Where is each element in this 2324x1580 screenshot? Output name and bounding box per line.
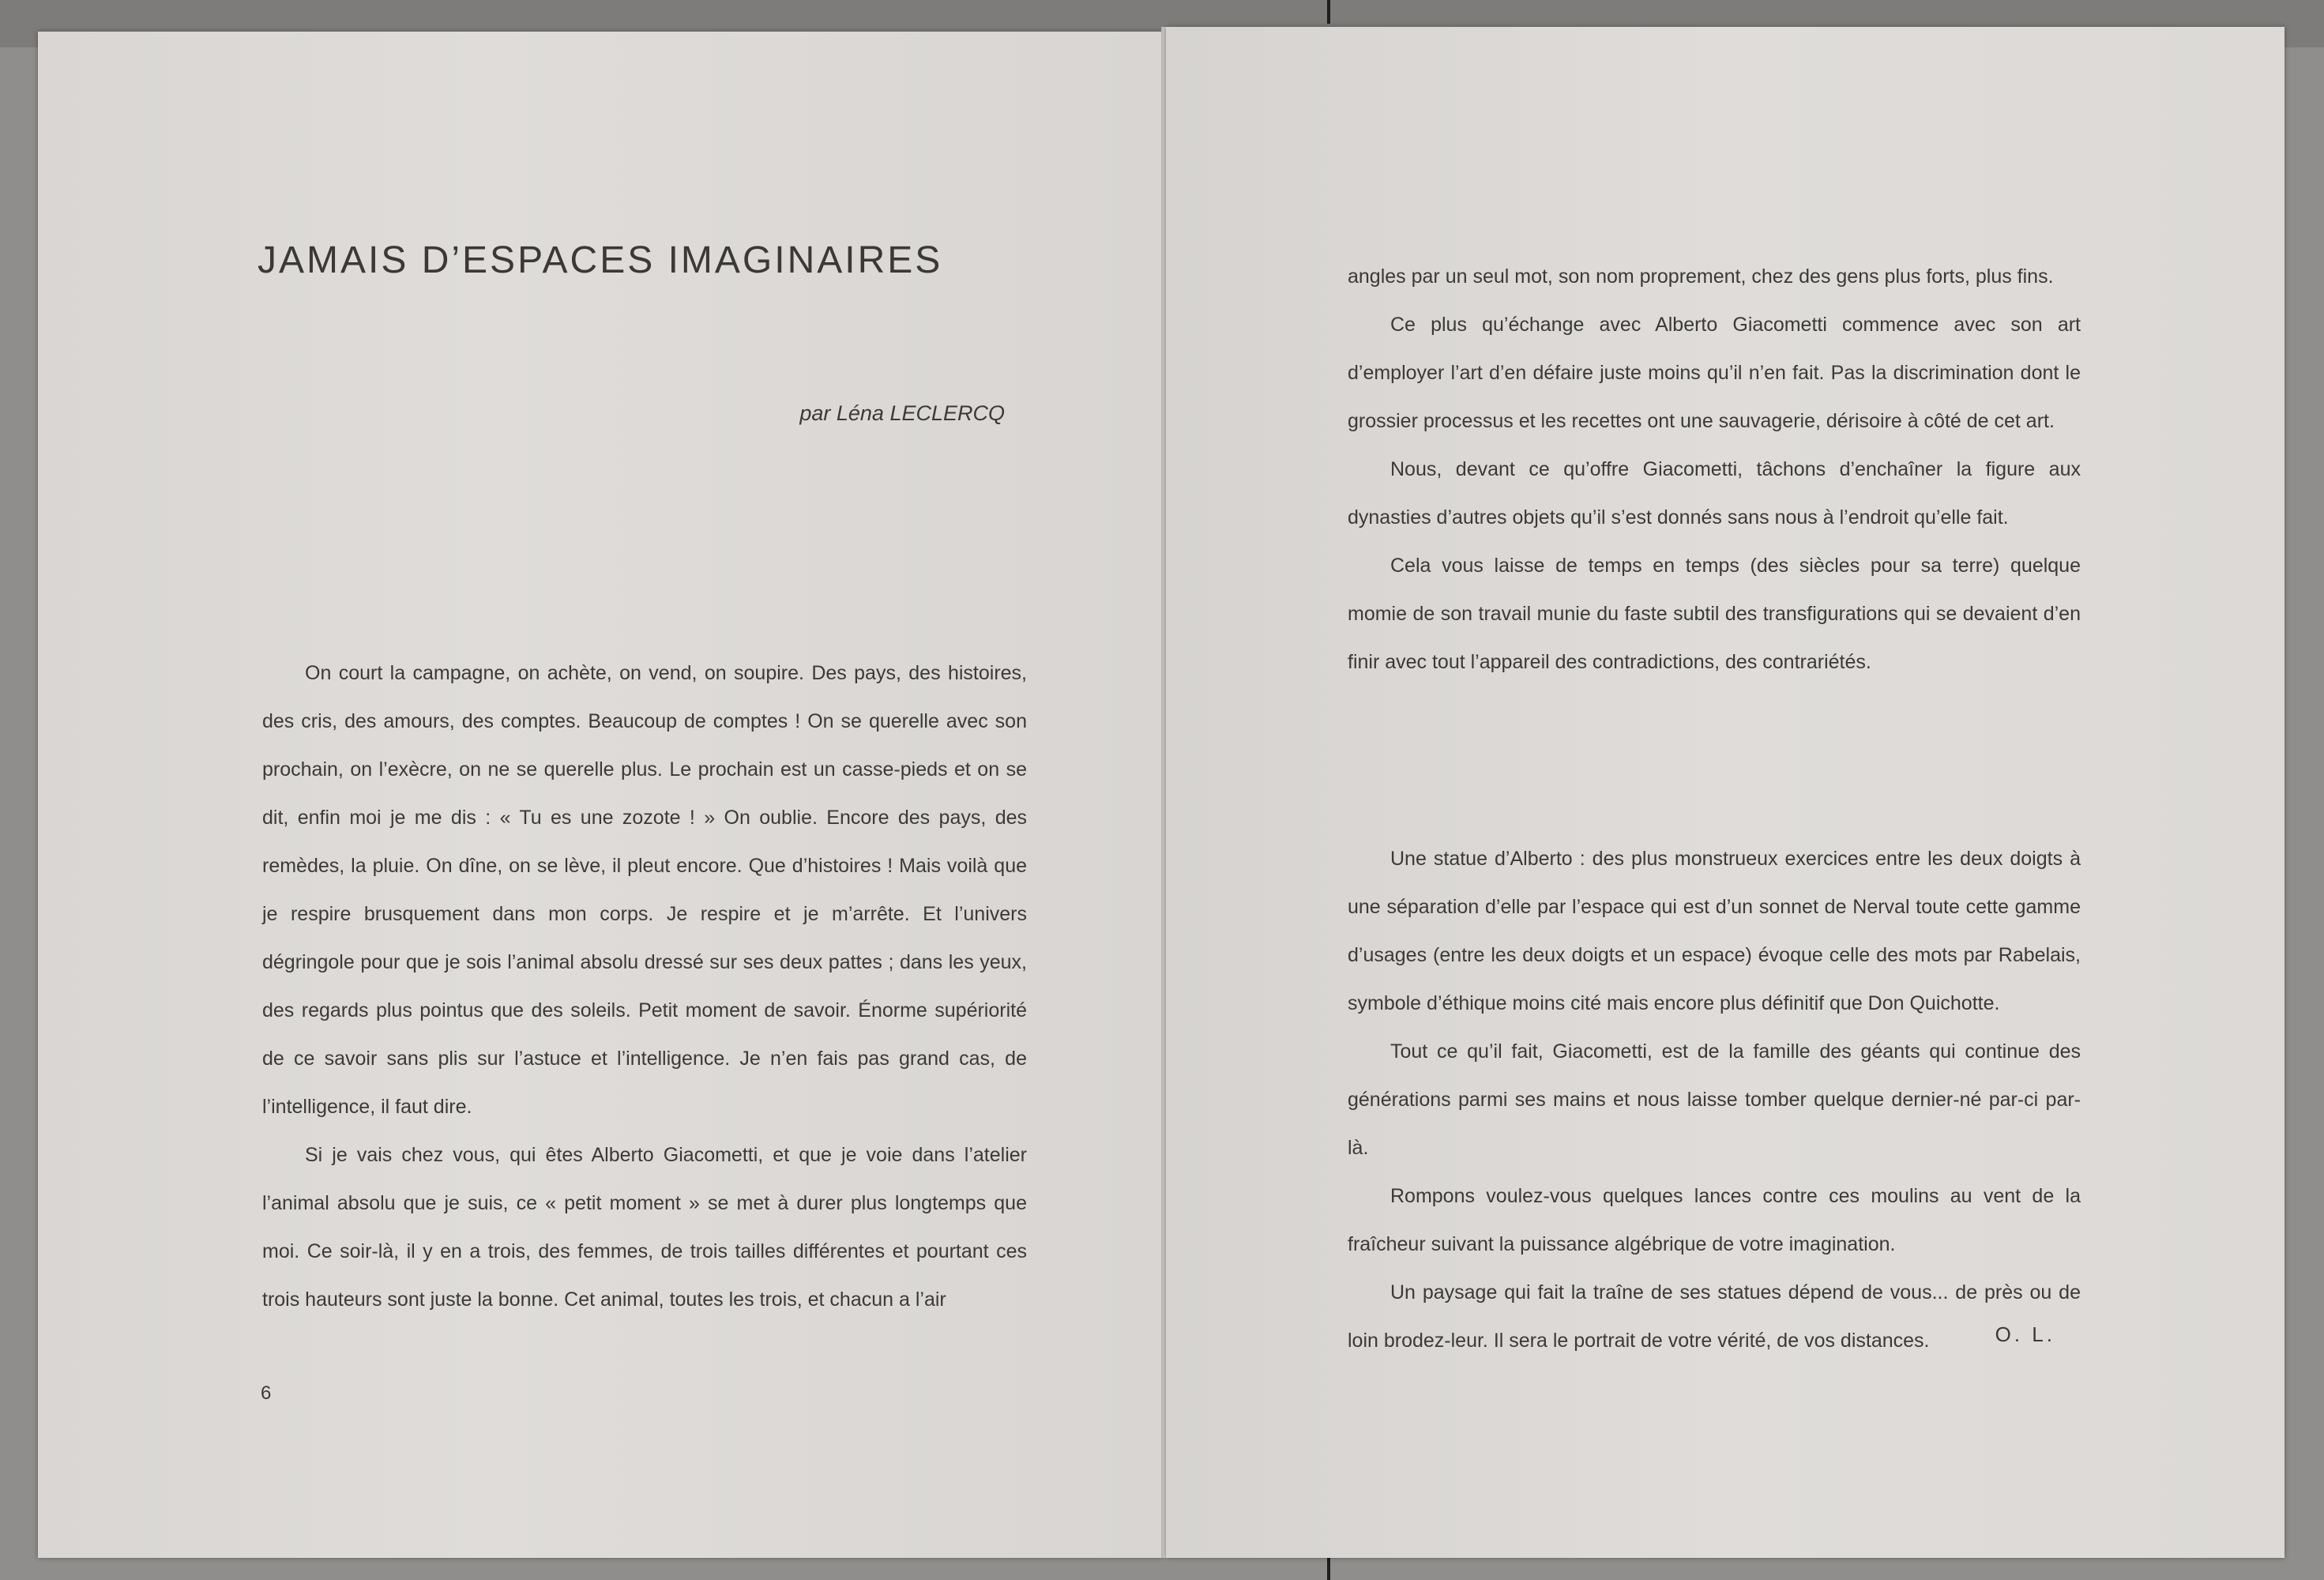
byline-prefix: par bbox=[799, 401, 831, 425]
paragraph: On court la campagne, on achète, on vend, on soupire. Des pays, des histoires, des cris, des amours, des comptes. Beaucoup de comptes ! On se querelle avec son prochain, on l’exècre, on ne se querelle plus. Le prochain est un casse-pieds et on se dit, enfin moi je me dis : « Tu es une zozote ! » On oublie. Encore des pays, des remèdes, la pluie. On dîne, on se lève, il pleut encore. Que d’histoires ! Mais voilà que je respire brusquement dans mon corps. Je respire et je m’arrête. Et l’univers dégringole pour que je sois l’animal absolu dressé sur ses deux pattes ; dans les yeux, des regards plus pointus que des soleils. Petit moment de savoir. Énorme supériorité de ce savoir sans plis sur l’astuce et l’intelligence. Je n’en fais pas grand cas, de l’intelligence, il faut dire. bbox=[262, 662, 1027, 1118]
paragraph: Une statue d’Alberto : des plus monstrueux exercices entre les deux doigts à une séparation d’elle par l’espace qui est d’un sonnet de Nerval toute cette gamme d’usages (entre les deux doigts et un espace) évoque celle des mots par Rabelais, symbole d’éthique moins cité mais encore plus définitif que Don Quichotte. bbox=[1348, 848, 2081, 1014]
byline-author: Léna LECLERCQ bbox=[836, 401, 1005, 425]
paragraph: Un paysage qui fait la traîne de ses statues dépend de vous... de près ou de loin brodez-leur. Il sera le portrait de votre vérité, de vos distances. bbox=[1348, 1281, 2081, 1352]
article-title: JAMAIS D’ESPACES IMAGINAIRES bbox=[258, 239, 943, 281]
paragraph: Ce plus qu’échange avec Alberto Giacometti commence avec son art d’employer l’art d’en défaire juste moins qu’il n’en fait. Pas la discrimination dont le grossier processus et les recettes ont une sauvagerie, dérisoire à côté de cet art. bbox=[1348, 314, 2081, 432]
page-number: 6 bbox=[261, 1382, 272, 1404]
binder-clip-bottom bbox=[1327, 1556, 1330, 1580]
byline bbox=[799, 401, 1005, 426]
left-text-column bbox=[262, 649, 1027, 1324]
paragraph: Nous, devant ce qu’offre Giacometti, tâchons d’enchaîner la figure aux dynasties d’autres objets qu’il s’est donnés sans nous à l’endroit qu’elle fait. bbox=[1348, 458, 2081, 529]
binder-clip-top bbox=[1327, 0, 1330, 24]
right-page bbox=[1166, 27, 2285, 1558]
paragraph: Rompons voulez-vous quelques lances contre ces moulins au vent de la fraîcheur suivant la puissance algébrique de votre imagination. bbox=[1348, 1185, 2081, 1255]
left-page bbox=[38, 32, 1163, 1558]
paragraph: Si je vais chez vous, qui êtes Alberto Giacometti, et que je voie dans l’atelier l’animal absolu que je suis, ce « petit moment » se met à durer plus longtemps que moi. Ce soir-là, il y en a trois, des femmes, de trois tailles différentes et pourtant ces trois hauteurs sont juste la bonne. Cet animal, toutes les trois, et chacun a l’air bbox=[262, 1144, 1027, 1311]
continuation-line: angles par un seul mot, son nom proprement, chez des gens plus forts, plus fins. bbox=[1348, 265, 2054, 288]
right-text-column-bottom bbox=[1348, 835, 2081, 1365]
author-initials: O. L. bbox=[1995, 1322, 2055, 1346]
right-text-column-top bbox=[1348, 253, 2081, 687]
paragraph: Cela vous laisse de temps en temps (des siècles pour sa terre) quelque momie de son travail munie du faste subtil des transfigurations qui se devaient d’en finir avec tout l’appareil des contradictions, des contrariétés. bbox=[1348, 555, 2081, 673]
paragraph: Tout ce qu’il fait, Giacometti, est de la famille des géants qui continue des générations parmi ses mains et nous laisse tomber quelque dernier-né par-ci par-là. bbox=[1348, 1040, 2081, 1159]
